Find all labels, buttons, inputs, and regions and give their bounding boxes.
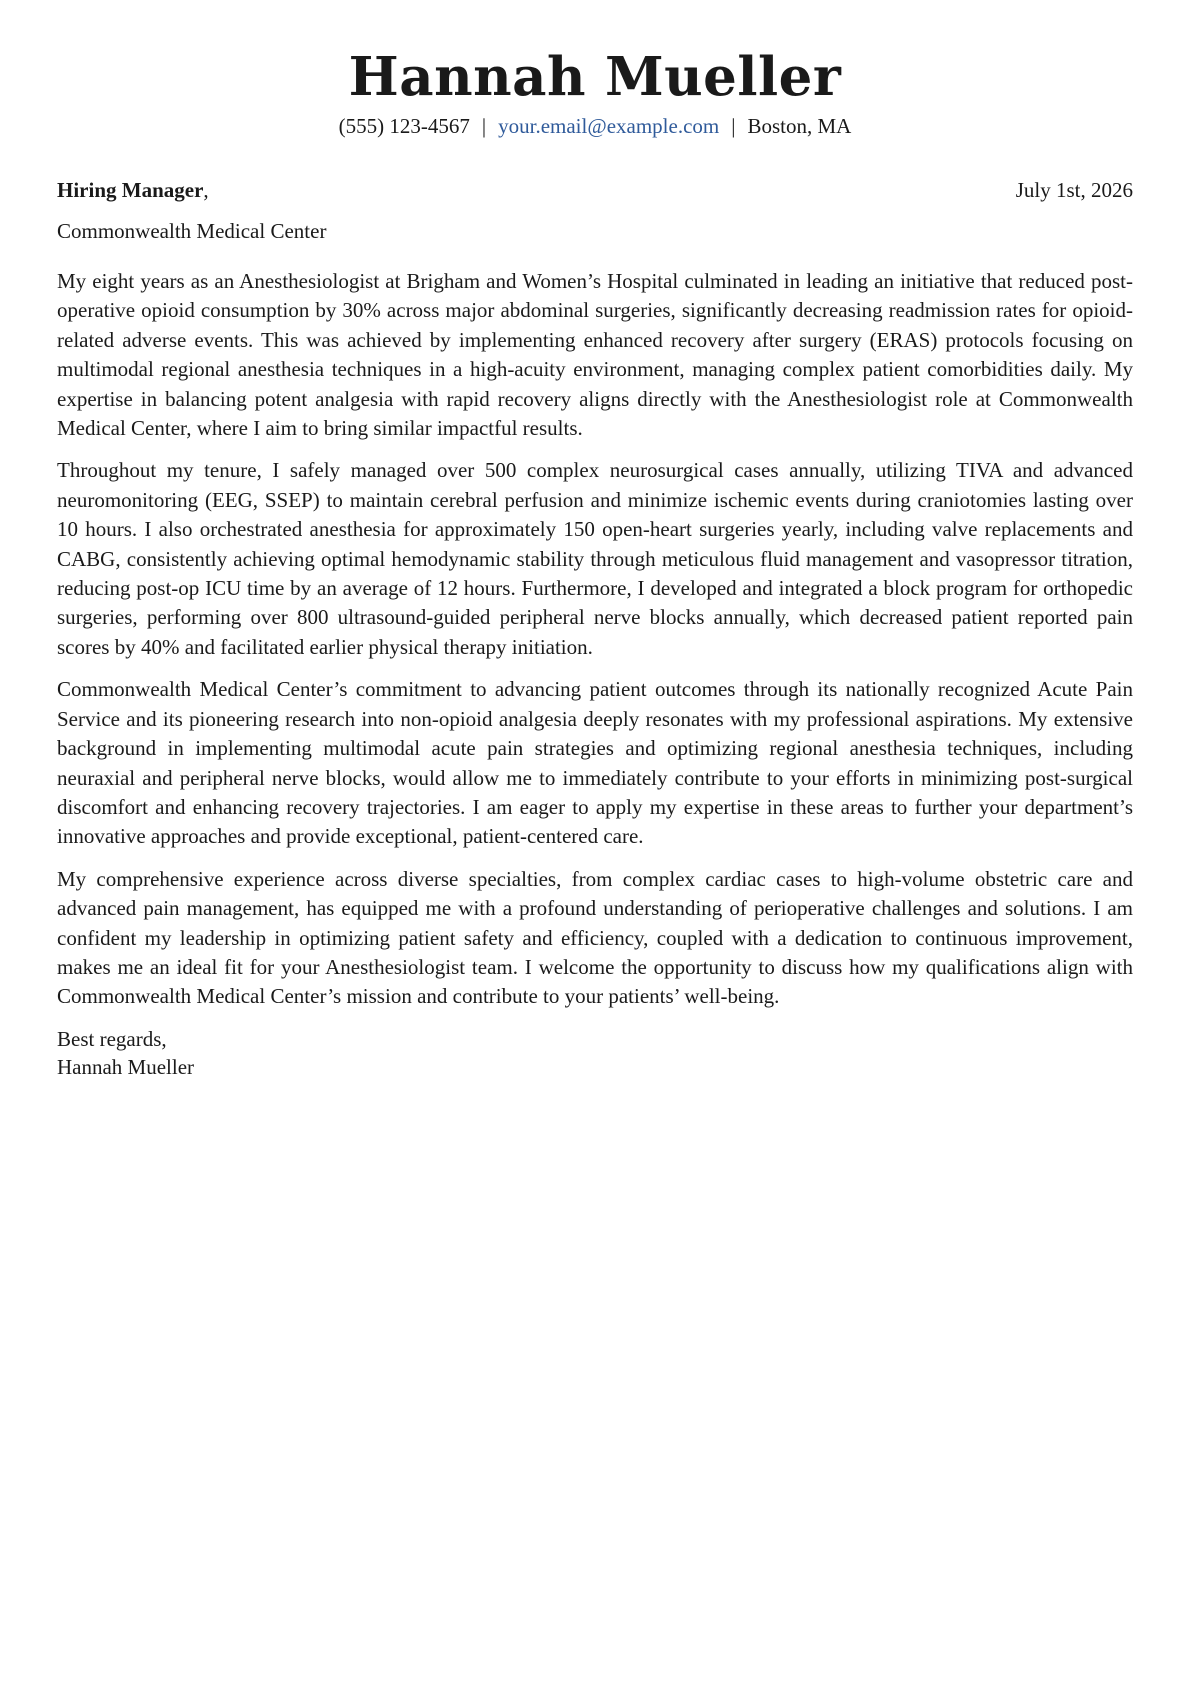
email-link[interactable]: your.email@example.com [498,114,720,138]
body-paragraph: Throughout my tenure, I safely managed over 500 complex neurosurgical cases annually, utilizing TIVA and advanced neuromonitoring (EEG, SSEP) to maintain cerebral perfusion and minimize ischemic events during craniotomies lasting over 10 hours. I also orchestrated anesthesia for approximately 150 open-heart surgeries yearly, including valve replacements and CABG, consistently achieving optimal hemodynamic stability through meticulous fluid management and vasopressor titration, reducing post-op ICU time by an average of 12 hours. Furthermore, I developed and integrated a block program for orthopedic surgeries, performing over 800 ultrasound-guided peripheral nerve blocks annually, which decreased patient reported pain scores by 40% and facilitated earlier physical therapy initiation. [57,458,1133,659]
contact-separator: | [731,114,736,138]
contact-line [57,112,1133,140]
contact-separator: | [481,114,487,138]
recipient-greeting [57,176,209,204]
letter-date: July 1st, 2026 [1015,178,1133,202]
recipient-company: Commonwealth Medical Center [57,219,327,243]
location: Boston, MA [747,114,852,138]
closing-salutation: Best regards, [57,1026,167,1051]
closing-signature: Hannah Mueller [57,1054,195,1079]
body-paragraph: My comprehensive experience across diverse specialties, from complex cardiac cases to high-volume obstetric care and advanced pain management, has equipped me with a profound understanding of perioperative challenges and solutions. I am confident my leadership in optimizing patient safety and efficiency, coupled with a dedication to continuous improvement, makes me an ideal fit for your Anesthesiologist team. I welcome the opportunity to discuss how my qualifications align with Commonwealth Medical Center’s mission and contribute to your patients’ well-being. [57,866,1133,1009]
recipient-suffix: , [203,178,209,202]
letter-body [57,267,1133,1012]
body-paragraph: My eight years as an Anesthesiologist at Brigham and Women’s Hospital culminated in leading an initiative that reduced post-operative opioid consumption by 30% across major abdominal surgeries, significantly decreasing readmission rates for opioid-related adverse events. This was achieved by implementing enhanced recovery after surgery (ERAS) protocols focusing on multimodal regional anesthesia techniques in a high-acuity environment, managing complex patient comorbidities daily. My expertise in balancing potent analgesia with rapid recovery aligns directly with the Anesthesiologist role at Commonwealth Medical Center, where I aim to bring similar impactful results. [57,269,1133,441]
recipient-row [57,176,1133,204]
applicant-name: Hannah Mueller [348,46,842,108]
body-paragraph: Commonwealth Medical Center’s commitment to advancing patient outcomes through its nationally recognized Acute Pain Service and its pioneering research into non-opioid analgesia deeply resonates with my professional aspirations. My extensive background in implementing multimodal acute pain strategies and optimizing regional anesthesia techniques, including neuraxial and peripheral nerve blocks, would allow me to immediately contribute to your efforts in minimizing post-surgical discomfort and enhancing recovery trajectories. I am eager to apply my expertise in these areas to further your department’s innovative approaches and provide exceptional, patient-centered care. [57,677,1133,849]
recipient-name: Hiring Manager [57,178,204,202]
phone-number: (555) 123-4567 [338,114,470,138]
letter-closing [57,1025,1133,1081]
